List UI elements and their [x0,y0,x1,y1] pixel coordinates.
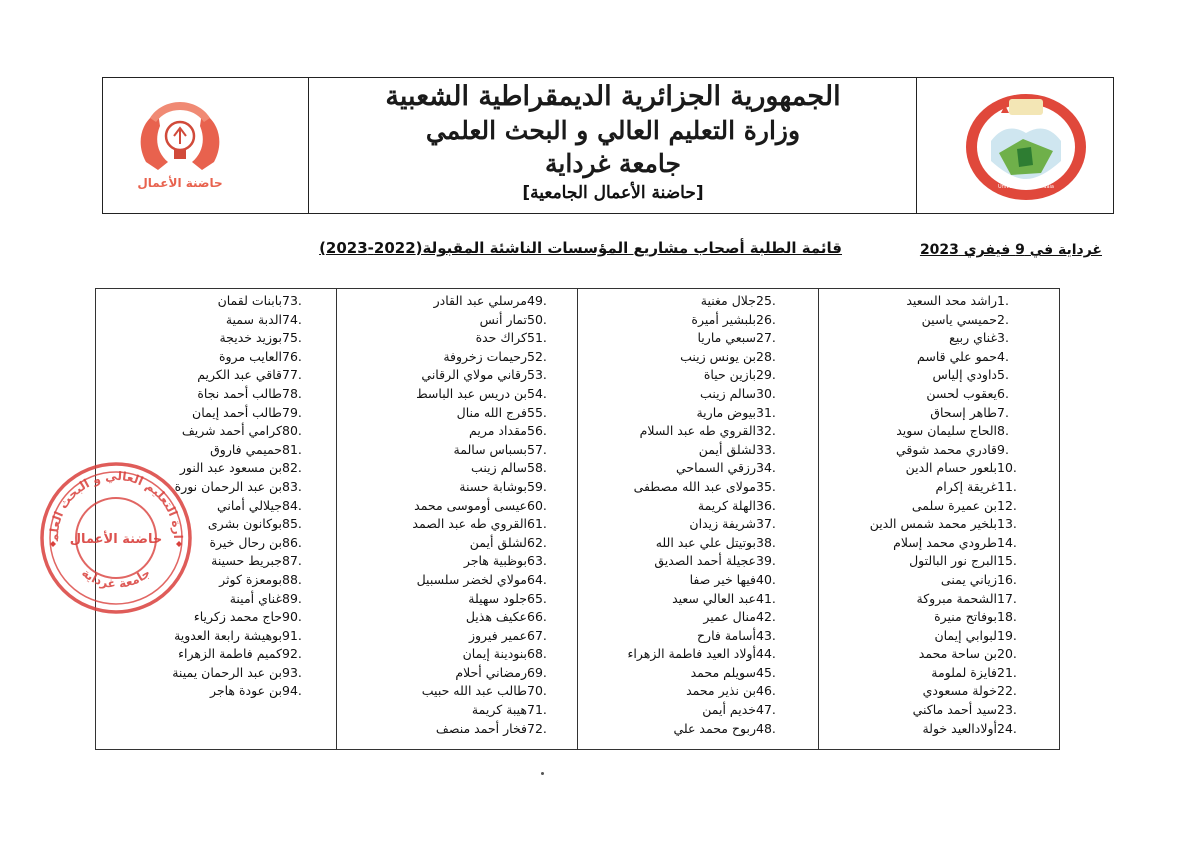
student-row [339,608,561,627]
student-number: 55. [527,404,547,420]
letterhead [102,77,1114,214]
student-name: العايب مروة [218,348,282,364]
student-row [580,422,790,441]
scan-speck [541,772,544,775]
student-row [580,348,790,367]
student-row [821,292,1031,311]
student-name: حاج محمد زكرياء [193,609,282,625]
student-number: 42. [756,609,776,625]
student-name: بلبشير أميرة [691,311,756,327]
republic-title: الجمهورية الجزائرية الديمقراطية الشعبية [385,81,841,112]
student-row [821,664,1031,683]
student-row [821,515,1031,534]
student-name: سيد أحمد ماكني [912,702,997,718]
university-title: جامعة غرداية [545,149,681,178]
student-number: 31. [756,404,776,420]
student-name: شريفة زيدان [689,516,756,532]
student-name: بن دريس عبد الباسط [416,385,527,401]
incubator-logo-icon [128,92,232,200]
student-name: بن نذير محمد [686,683,756,699]
student-number: 39. [756,553,776,569]
student-name: بوهيشة رابعة العدوية [174,627,282,643]
student-row [339,385,561,404]
student-name: بن عبد الرحمان نورة [174,478,282,494]
student-number: 40. [756,571,776,587]
student-row [339,311,561,330]
student-row [821,608,1031,627]
student-row [136,385,316,404]
student-row [821,459,1031,478]
student-row [136,292,316,311]
student-name: رقاني مولاي الرقاني [421,367,527,383]
student-row [580,664,790,683]
student-name: منال عمير [703,609,756,625]
student-name: بوزيد خديجة [219,330,282,346]
student-number: 70. [527,683,547,699]
student-row [339,701,561,720]
student-name: طالب عبد الله حبيب [421,683,527,699]
student-number: 91. [282,627,302,643]
student-number: 38. [756,534,776,550]
student-name: مرسلي عبد القادر [433,293,527,308]
document-date: غرداية في 9 فيفري 2023 [919,242,1102,258]
student-row [580,701,790,720]
student-row [821,701,1031,720]
student-name: أسامة فارح [696,627,756,643]
student-number: 69. [527,664,547,680]
student-number: 54. [527,385,547,401]
student-row [580,366,790,385]
student-number: 2. [997,311,1009,327]
student-name: جلال مغنية [700,293,756,308]
students-column-2 [580,292,790,738]
student-number: 3. [997,330,1009,346]
student-number: 56. [527,423,547,439]
student-row [339,590,561,609]
student-name: طالب أحمد نجاة [197,385,282,401]
student-number: 15. [997,553,1017,569]
student-number: 78. [282,385,302,401]
university-emblem-icon [961,91,1091,203]
student-name: لشلق أيمن [698,441,756,457]
student-row [821,422,1031,441]
student-number: 27. [756,330,776,346]
student-row [821,348,1031,367]
student-name: الشحمة مبروكة [916,590,997,606]
student-number: 9. [997,441,1009,457]
student-name: لشلق أيمن [469,534,527,550]
student-name: طاهر إسحاق [930,404,997,420]
student-number: 61. [527,516,547,532]
student-row [136,664,316,683]
student-row [821,571,1031,590]
student-number: 33. [756,441,776,457]
student-number: 12. [997,497,1017,513]
student-name: حمو علي قاسم [917,348,997,364]
student-row [136,441,316,460]
student-number: 51. [527,330,547,346]
student-number: 23. [997,702,1017,718]
student-row [821,329,1031,348]
student-name: بسباس سالمة [453,441,527,457]
student-number: 7. [997,404,1009,420]
student-number: 62. [527,534,547,550]
student-name: طرودي محمد إسلام [893,534,997,550]
student-number: 59. [527,478,547,494]
student-number: 13. [997,516,1017,532]
student-number: 25. [756,293,776,308]
student-row [339,292,561,311]
student-name: حميسي ياسين [921,311,997,327]
letterhead-titles [308,80,918,206]
student-row [136,311,316,330]
student-name: زياني يمنى [940,571,997,587]
student-row [136,627,316,646]
student-name: بوتيتل علي عبد الله [655,534,756,550]
student-number: 4. [997,348,1009,364]
student-row [821,590,1031,609]
student-name: غناي أمينة [229,590,282,606]
student-name: بنودينة إيمان [462,646,527,662]
student-number: 84. [282,497,302,513]
student-number: 28. [756,348,776,364]
svg-text:حاضنة الأعمال: حاضنة الأعمال [69,532,163,547]
students-column-1 [821,292,1031,738]
student-number: 44. [756,646,776,662]
student-row [339,645,561,664]
student-number: 94. [282,683,302,699]
student-row [580,441,790,460]
student-name: سالم زينب [471,460,527,476]
student-name: القروي طه عبد السلام [639,423,756,439]
student-name: عكيف هذيل [465,609,527,625]
student-row [136,682,316,701]
student-name: فرج الله منال [456,404,527,420]
svg-text:جامعة غرداية: جامعة غرداية [79,565,153,591]
student-row [136,329,316,348]
student-row [580,459,790,478]
student-number: 77. [282,367,302,383]
student-row [580,329,790,348]
student-row [339,441,561,460]
student-number: 89. [282,590,302,606]
student-number: 41. [756,590,776,606]
student-number: 66. [527,609,547,625]
student-number: 74. [282,311,302,327]
student-name: الهلة كريمة [697,497,756,513]
student-number: 92. [282,646,302,662]
student-row [821,552,1031,571]
student-name: بن رحال خيرة [209,534,282,550]
student-name: كراك حدة [475,330,527,346]
student-name: تمار أنس [479,311,527,327]
student-row [580,627,790,646]
students-table [95,288,1060,750]
incubator-title: [حاضنة الأعمال الجامعية] [522,183,704,203]
student-number: 14. [997,534,1017,550]
student-number: 20. [997,646,1017,662]
student-number: 80. [282,423,302,439]
student-number: 76. [282,348,302,364]
student-name: بوفاتح منيرة [934,609,997,625]
student-name: بوظبية هاجر [463,553,527,569]
student-number: 45. [756,664,776,680]
student-name: بوكانون بشرى [207,516,282,532]
student-number: 57. [527,441,547,457]
student-number: 71. [527,702,547,718]
student-number: 72. [527,720,547,736]
student-row [136,348,316,367]
student-number: 24. [997,720,1017,736]
student-number: 11. [997,478,1017,494]
student-number: 60. [527,497,547,513]
student-name: بيوض مارية [696,404,756,420]
student-name: أولاد العيد فاطمة الزهراء [627,646,756,662]
student-number: 43. [756,627,776,643]
student-number: 35. [756,478,776,494]
student-number: 46. [756,683,776,699]
student-name: بوشابة حسنة [459,478,527,494]
student-row [339,534,561,553]
student-name: هيبة كريمة [471,702,527,718]
student-name: رحيمات زخروفة [443,348,527,364]
student-number: 58. [527,460,547,476]
student-number: 6. [997,385,1009,401]
student-name: سويلم محمد [690,664,756,680]
student-number: 63. [527,553,547,569]
student-name: جبريط حسينة [211,553,282,569]
student-name: غريقة إكرام [935,478,997,494]
student-row [580,292,790,311]
student-name: كميم فاطمة الزهراء [178,646,282,662]
student-name: بازين حياة [703,367,756,383]
student-row [339,329,561,348]
student-number: 1. [997,293,1009,308]
student-name: مولاى عبد الله مصطفى [633,478,756,494]
student-name: قادري محمد شوقي [896,441,997,457]
student-number: 65. [527,590,547,606]
student-number: 18. [997,609,1017,625]
student-name: فخار أحمد منصف [435,720,527,736]
student-row [580,534,790,553]
student-number: 53. [527,367,547,383]
students-column-3 [339,292,561,738]
student-number: 47. [756,702,776,718]
student-name: عبد العالي سعيد [672,590,756,606]
student-row [821,645,1031,664]
student-number: 10. [997,460,1017,476]
student-name: سالم زينب [700,385,756,401]
student-name: بومعزة كوثر [219,571,282,587]
student-name: بابنات لقمان [217,293,282,308]
student-number: 50. [527,311,547,327]
student-name: فايزة لملومة [931,664,997,680]
student-row [821,366,1031,385]
student-name: أولادالعيد خولة [922,720,997,736]
student-name: عجيلة أحمد الصديق [654,553,756,569]
student-name: جلود سهيلة [468,590,527,606]
student-row [821,311,1031,330]
svg-text:وزارة التعليم العالي و البحث ا: ارة التعليم العالي و البحث العلم [46,468,186,542]
student-row [580,608,790,627]
student-name: بن يونس زينب [680,348,756,364]
ministry-title: وزارة التعليم العالي و البحث العلمي [425,116,801,145]
student-row [821,682,1031,701]
student-name: بن عودة هاجر [210,683,282,699]
student-number: 88. [282,571,302,587]
student-number: 16. [997,571,1017,587]
student-name: بن عبد الرحمان يمينة [172,664,282,680]
student-row [580,497,790,516]
student-row [580,404,790,423]
student-number: 68. [527,646,547,662]
student-number: 8. [997,423,1009,439]
student-row [821,441,1031,460]
student-number: 19. [997,627,1017,643]
student-number: 49. [527,293,547,308]
student-name: الحاج سليمان سويد [896,423,997,439]
student-row [821,404,1031,423]
student-name: عيسى أوموسى محمد [414,497,527,513]
student-name: حميمي فاروق [210,441,282,457]
official-stamp-icon [36,458,196,618]
student-number: 48. [756,720,776,736]
student-row [339,552,561,571]
student-row [580,590,790,609]
student-row [339,348,561,367]
student-number: 22. [997,683,1017,699]
student-name: طالب أحمد إيمان [192,404,282,420]
student-name: بن ساحة محمد [918,646,997,662]
student-row [339,571,561,590]
student-row [580,478,790,497]
student-number: 67. [527,627,547,643]
student-number: 29. [756,367,776,383]
column-divider [818,289,819,749]
student-row [580,720,790,739]
student-number: 26. [756,311,776,327]
student-row [339,664,561,683]
student-row [821,720,1031,739]
student-number: 5. [997,367,1009,383]
student-number: 21. [997,664,1017,680]
student-row [580,552,790,571]
student-name: راشد محد السعيد [906,293,997,308]
student-row [339,720,561,739]
student-name: الدبة سمية [225,311,282,327]
student-name: القروي طه عبد الصمد [412,516,527,532]
column-divider [577,289,578,749]
student-number: 30. [756,385,776,401]
student-row [339,497,561,516]
student-row [821,627,1031,646]
student-row [339,404,561,423]
student-row [339,459,561,478]
student-row [339,366,561,385]
student-row [821,497,1031,516]
student-name: فيها خير صفا [689,571,756,587]
student-number: 79. [282,404,302,420]
student-name: يعقوب لحسن [926,385,997,401]
student-name: بلخير محمد شمس الدين [869,516,997,532]
student-row [580,682,790,701]
student-row [136,645,316,664]
university-emblem-caption: University of Ghardaia [998,184,1054,190]
student-name: قاقي عبد الكريم [197,367,282,383]
student-row [821,534,1031,553]
student-number: 81. [282,441,302,457]
student-name: لبوابي إيمان [934,627,997,643]
student-name: كرامي أحمد شريف [181,423,282,439]
student-row [136,422,316,441]
student-row [580,571,790,590]
student-number: 83. [282,478,302,494]
student-name: مولاي لخضر سلسبيل [416,571,527,587]
student-number: 87. [282,553,302,569]
student-name: داودي إلياس [932,367,997,383]
student-row [339,515,561,534]
student-number: 75. [282,330,302,346]
student-name: ربوح محمد علي [673,720,756,736]
list-title: قائمة الطلبة أصحاب مشاريع المؤسسات الناشئة المقبولة(2022-2023) [319,239,842,257]
student-row [136,366,316,385]
student-name: رزقي السماحي [675,460,756,476]
student-name: غناي ربيع [949,330,997,346]
student-number: 86. [282,534,302,550]
student-number: 82. [282,460,302,476]
student-name: مقداد مريم [469,423,527,439]
student-row [339,478,561,497]
student-name: بن عميرة سلمى [911,497,997,513]
student-name: سبعي ماريا [697,330,756,346]
student-row [821,478,1031,497]
student-number: 36. [756,497,776,513]
student-number: 93. [282,664,302,680]
student-name: رمضاني أحلام [455,664,527,680]
student-number: 32. [756,423,776,439]
student-number: 34. [756,460,776,476]
student-number: 37. [756,516,776,532]
student-row [580,385,790,404]
student-name: جيلالي أماني [216,497,282,513]
student-row [339,682,561,701]
incubator-logo-caption: حاضنة الأعمال [137,176,223,190]
student-name: خولة مسعودي [922,683,997,699]
student-number: 64. [527,571,547,587]
student-name: عمير فيروز [468,627,527,643]
student-row [136,404,316,423]
student-row [580,645,790,664]
student-name: البرج نور البالتول [909,553,997,569]
student-row [580,311,790,330]
student-row [339,627,561,646]
student-number: 17. [997,590,1017,606]
student-name: خديم أيمن [702,702,756,718]
student-number: 52. [527,348,547,364]
student-name: بن مسعود عبد النور [179,460,282,476]
student-row [821,385,1031,404]
student-number: 85. [282,516,302,532]
student-number: 90. [282,609,302,625]
student-row [339,422,561,441]
student-row [580,515,790,534]
student-number: 73. [282,293,302,308]
column-divider [336,289,337,749]
student-name: بلعور حسام الدين [905,460,997,476]
